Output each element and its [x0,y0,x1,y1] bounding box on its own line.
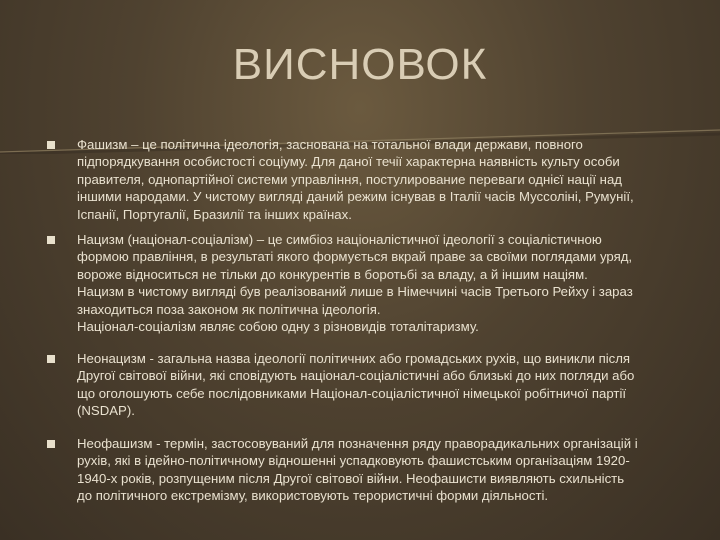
slide-title: ВИСНОВОК [232,40,488,89]
bullet-text: Неонацизм - загальна назва ідеології політичних або громадських рухів, що виникли після Другої світової війни, які сповідують націонал-соціалістичні або близькі до них погляди або що оголошують себе послідовниками Націонал-соціалістичної німецької робітничої партії (NSDAP). [77,351,635,419]
bullet-text: Неофашизм - термін, застосовуваний для позначення ряду праворадикальних організацій і рухів, які в ідейно-політичному відношенні успадковують фашистським організаціям 1920- 1940-х років, розпущеним після Другої світової війни. Неофашисти виявляють схильність до політичного екстремізму, використовують терористичні форми діяльності. [77,436,638,504]
bullet-marker [47,141,55,149]
bullet-text: Нацизм (націонал-соціалізм) – це симбіоз націоналістичної ідеології з соціалістичною формою правління, в результаті якого формується вкрай праве за своїми поглядами уряд, вороже відноситься не тільки до конкурентів в боротьбі за владу, а й іншим націям. Нацизм в чистому вигляді був реалізований лише в Німеччині часів Третього Рейху і зараз знаходиться поза законом як політична ідеологія. Націонал-соціалізм являє собою одну з різновидів тоталітаризму. [77,232,633,335]
bullet-text: Фашизм – це політична ідеологія, заснована на тотальної влади держави, повного підпорядкування особистості соціуму. Для даної течії характерна наявність культу особи правителя, однопартійної системи управління, постулирование переваги однієї нації над іншими народами. У чистому вигляді даний режим існував в Італії часів Муссоліні, Румунії, Іспанії, Португалії, Бразилії та інших країнах. [77,137,634,222]
bullet-marker [47,440,55,448]
bullet-marker [47,355,55,363]
bullet-marker [47,236,55,244]
